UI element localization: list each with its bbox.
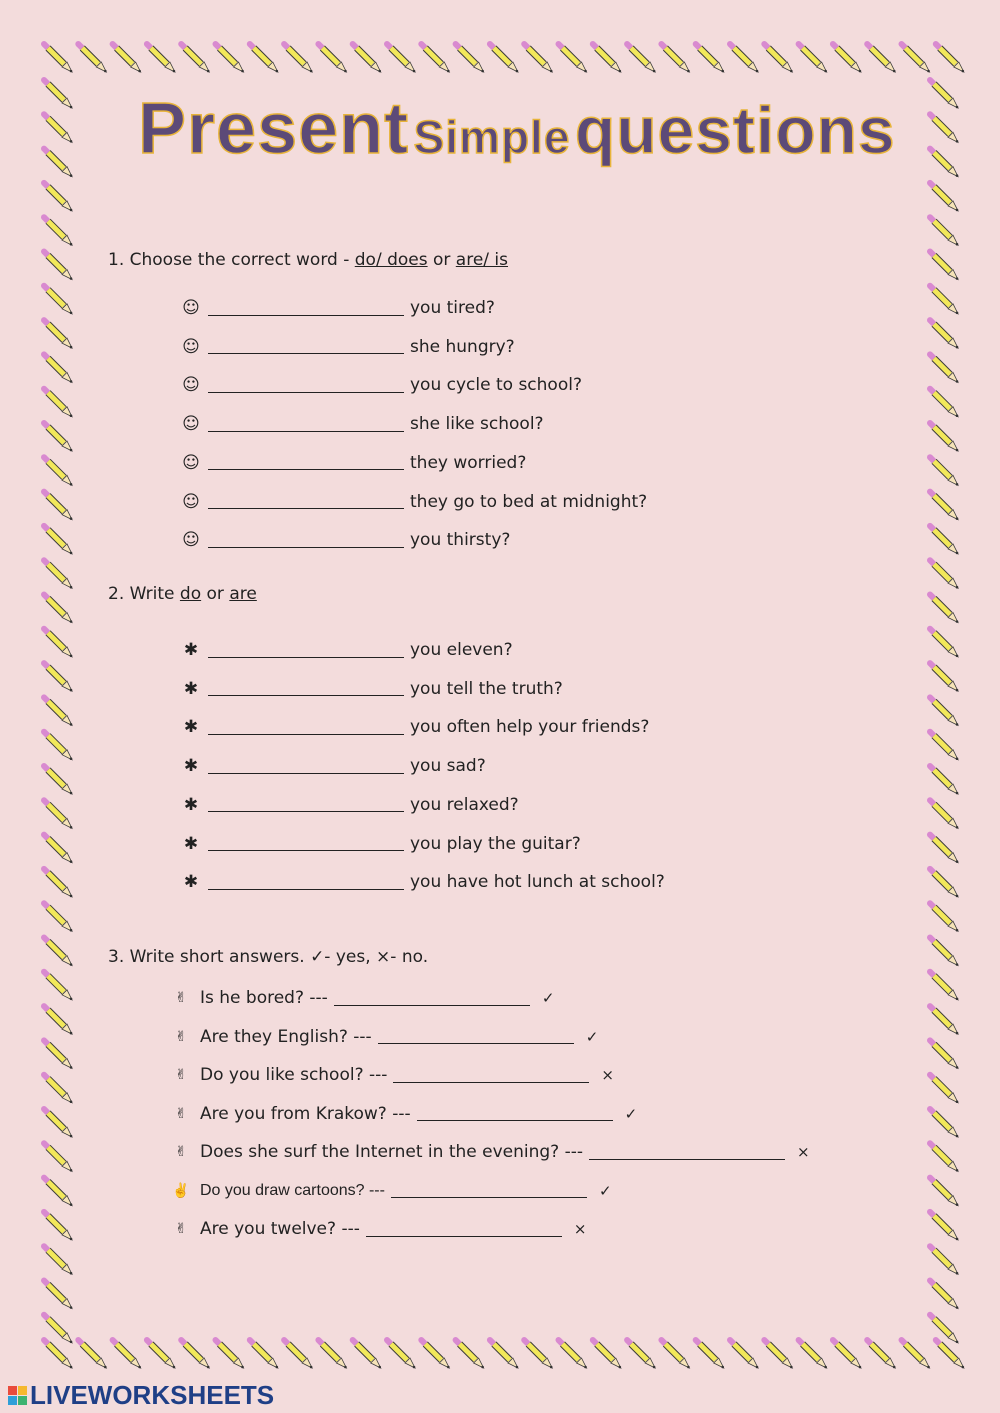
section2-heading (108, 584, 257, 604)
question-text: you have hot lunch at school? (410, 872, 665, 893)
pencil-icon (627, 44, 655, 72)
pencil-icon (44, 766, 72, 794)
pencil-icon (930, 457, 958, 485)
question-text: you tell the truth? (410, 678, 563, 699)
smiley-bullet-icon: ☺ (182, 298, 200, 318)
check-mark-icon: ✓ (585, 1027, 599, 1046)
short-answer-row (170, 986, 554, 1010)
pencil-icon (930, 492, 958, 520)
question-row (180, 412, 544, 436)
pencil-icon (867, 1340, 895, 1368)
pencil-icon (353, 1340, 381, 1368)
pencil-icon (764, 1340, 792, 1368)
pencil-icon (44, 217, 72, 245)
pencil-icon (930, 252, 958, 280)
question-row (180, 490, 647, 514)
question-row (180, 715, 649, 739)
answer-blank[interactable] (208, 339, 404, 354)
answer-blank[interactable] (589, 1145, 785, 1160)
check-mark-icon: ✓ (624, 1104, 638, 1123)
title-word-questions: questions (574, 93, 896, 167)
pencil-icon (353, 44, 381, 72)
pencil-icon (930, 526, 958, 554)
pencil-icon (902, 1340, 930, 1368)
pencil-icon (490, 44, 518, 72)
question-text: she hungry? (410, 336, 515, 357)
pencil-icon (44, 286, 72, 314)
pencil-icon (799, 44, 827, 72)
pencil-icon (930, 80, 958, 108)
pencil-icon (730, 44, 758, 72)
pencil-icon (696, 44, 724, 72)
answer-blank[interactable] (393, 1068, 589, 1083)
pencil-icon (930, 595, 958, 623)
question-row (180, 677, 563, 701)
answer-blank[interactable] (208, 836, 404, 851)
question-text: Is he bored? --- (200, 988, 328, 1008)
pencil-icon (113, 1340, 141, 1368)
section1-heading (108, 250, 508, 270)
short-answer-row (170, 1140, 810, 1164)
asterisk-bullet-icon: ✱ (183, 872, 199, 893)
question-row (180, 335, 515, 359)
question-row (180, 793, 519, 817)
pencil-icon (44, 1006, 72, 1034)
section1-heading-or: or (427, 250, 456, 270)
hand-bullet-icon: ✌ (172, 1182, 190, 1198)
pencil-icon (78, 1340, 106, 1368)
question-text: you thirsty? (410, 530, 511, 551)
pencil-icon (44, 252, 72, 280)
pencil-icon (930, 354, 958, 382)
pencil-icon (661, 1340, 689, 1368)
question-text: Are you twelve? --- (200, 1219, 360, 1239)
answer-blank[interactable] (378, 1029, 574, 1044)
short-answer-row (170, 1063, 614, 1087)
answer-blank[interactable] (208, 759, 404, 774)
pencil-icon (44, 1281, 72, 1309)
pencil-icon (936, 1340, 964, 1368)
pencil-icon (44, 1212, 72, 1240)
pencil-icon (930, 423, 958, 451)
smiley-bullet-icon: ☺ (182, 414, 200, 435)
asterisk-bullet-icon: ✱ (183, 756, 199, 777)
pencil-icon (284, 44, 312, 72)
pencil-icon (930, 1006, 958, 1034)
pencil-icon (930, 1143, 958, 1171)
answer-blank[interactable] (208, 533, 404, 548)
question-text: Are you from Krakow? --- (200, 1103, 411, 1124)
pencil-icon (44, 595, 72, 623)
pencil-icon (44, 1178, 72, 1206)
pencil-icon (216, 1340, 244, 1368)
pencil-icon (867, 44, 895, 72)
liveworksheets-logo (8, 1380, 274, 1411)
cross-mark-icon: × (797, 1143, 810, 1161)
pencil-icon (930, 972, 958, 1000)
smiley-bullet-icon: ☺ (182, 452, 200, 473)
pencil-icon (78, 44, 106, 72)
pencil-icon (930, 800, 958, 828)
question-text: they go to bed at midnight? (410, 491, 648, 512)
pencil-icon (833, 1340, 861, 1368)
answer-blank[interactable] (208, 720, 404, 735)
smiley-bullet-icon: ☺ (182, 530, 200, 551)
pencil-icon (559, 1340, 587, 1368)
pencil-icon (250, 44, 278, 72)
question-row (180, 528, 510, 552)
pencil-icon (387, 1340, 415, 1368)
hand-bullet-icon: ✌ (175, 1067, 187, 1083)
pencil-icon (44, 1075, 72, 1103)
question-text: you tired? (410, 298, 495, 318)
section1-heading-prefix: 1. Choose the correct word - (108, 250, 355, 270)
pencil-icon (930, 320, 958, 348)
liveworksheets-logo-icon (8, 1386, 27, 1405)
section2-option-2: are (229, 584, 257, 604)
pencil-icon (524, 1340, 552, 1368)
pencil-icon (930, 732, 958, 760)
pencil-icon (833, 44, 861, 72)
pencil-icon (44, 149, 72, 177)
pencil-icon (930, 1246, 958, 1274)
question-row (180, 832, 581, 856)
answer-blank[interactable] (208, 455, 404, 470)
pencil-icon (44, 869, 72, 897)
question-row (180, 754, 486, 778)
pencil-icon (930, 697, 958, 725)
pencil-icon (284, 1340, 312, 1368)
pencil-icon (930, 149, 958, 177)
answer-blank[interactable] (208, 417, 404, 432)
check-mark-icon: ✓ (598, 1182, 612, 1200)
pencil-icon (799, 1340, 827, 1368)
short-answer-row (170, 1025, 598, 1049)
question-row (180, 373, 582, 397)
question-text: she like school? (410, 414, 544, 435)
pencil-icon (730, 1340, 758, 1368)
question-row (180, 870, 665, 894)
pencil-icon (627, 1340, 655, 1368)
section2-heading-or: or (201, 584, 230, 604)
pencil-icon (44, 560, 72, 588)
pencil-icon (44, 1109, 72, 1137)
answer-blank[interactable] (208, 494, 404, 509)
pencil-icon (44, 1315, 72, 1343)
section1-option-2: are/ is (455, 250, 509, 270)
pencil-icon (593, 1340, 621, 1368)
pencil-icon (44, 354, 72, 382)
title-word-simple: Simple (413, 111, 571, 163)
question-text: you often help your friends? (410, 717, 650, 738)
answer-blank[interactable] (208, 301, 404, 316)
question-row (180, 296, 495, 320)
question-text: Does she surf the Internet in the evening? --- (200, 1142, 583, 1162)
title-word-present: Present (138, 89, 410, 169)
pencil-icon (44, 320, 72, 348)
asterisk-bullet-icon: ✱ (183, 794, 199, 815)
smiley-bullet-icon: ☺ (182, 336, 200, 357)
pencil-icon (44, 44, 72, 72)
pencil-icon (44, 732, 72, 760)
section2-heading-prefix: 2. Write (108, 584, 180, 604)
section2-option-1: do (179, 584, 202, 604)
pencil-icon (930, 766, 958, 794)
pencil-icon (930, 1075, 958, 1103)
pencil-icon (456, 1340, 484, 1368)
pencil-icon (147, 1340, 175, 1368)
pencil-icon (559, 44, 587, 72)
hand-bullet-icon: ✌ (175, 990, 187, 1006)
pencil-icon (44, 1246, 72, 1274)
section3-heading: 3. Write short answers. ✓- yes, ×- no. (108, 947, 429, 967)
pencil-icon (44, 1143, 72, 1171)
pencil-icon (181, 1340, 209, 1368)
pencil-icon (936, 44, 964, 72)
pencil-icon (318, 1340, 346, 1368)
pencil-icon (44, 938, 72, 966)
smiley-bullet-icon: ☺ (182, 375, 200, 396)
pencil-icon (764, 44, 792, 72)
question-text: they worried? (410, 452, 527, 473)
asterisk-bullet-icon: ✱ (183, 640, 199, 660)
pencil-icon (930, 1281, 958, 1309)
pencil-icon (147, 44, 175, 72)
pencil-icon (930, 560, 958, 588)
pencil-icon (930, 869, 958, 897)
pencil-icon (44, 835, 72, 863)
pencil-icon (930, 183, 958, 211)
question-row (180, 451, 526, 475)
pencil-icon (930, 389, 958, 417)
cross-mark-icon: × (573, 1220, 587, 1238)
hand-bullet-icon: ✌ (175, 1144, 187, 1160)
question-row (180, 638, 513, 662)
smiley-bullet-icon: ☺ (182, 491, 200, 512)
pencil-icon (44, 114, 72, 142)
pencil-icon (44, 800, 72, 828)
pencil-icon (930, 1178, 958, 1206)
answer-blank[interactable] (391, 1183, 587, 1198)
check-mark-icon: ✓ (541, 989, 555, 1007)
pencil-icon (44, 629, 72, 657)
pencil-icon (44, 903, 72, 931)
pencil-icon (930, 1040, 958, 1068)
pencil-icon (387, 44, 415, 72)
liveworksheets-brand: LIVEWORKSHEETS (30, 1380, 275, 1410)
pencil-icon (44, 389, 72, 417)
pencil-icon (930, 1212, 958, 1240)
pencil-icon (44, 183, 72, 211)
answer-blank[interactable] (208, 797, 404, 812)
pencil-icon (930, 114, 958, 142)
pencil-icon (216, 44, 244, 72)
pencil-icon (490, 1340, 518, 1368)
pencil-icon (44, 80, 72, 108)
pencil-icon (930, 663, 958, 691)
hand-bullet-icon: ✌ (175, 1105, 187, 1122)
question-text: Do you draw cartoons? --- (200, 1181, 385, 1199)
answer-blank[interactable] (208, 643, 404, 658)
question-text: you play the guitar? (410, 833, 581, 854)
pencil-icon (250, 1340, 278, 1368)
pencil-icon (456, 44, 484, 72)
pencil-icon (113, 44, 141, 72)
hand-bullet-icon: ✌ (175, 1028, 187, 1045)
pencil-icon (930, 286, 958, 314)
pencil-icon (421, 1340, 449, 1368)
pencil-icon (44, 457, 72, 485)
short-answer-row (170, 1102, 637, 1126)
pencil-icon (930, 903, 958, 931)
pencil-icon (318, 44, 346, 72)
question-text: you relaxed? (410, 794, 519, 815)
hand-bullet-icon: ✌ (175, 1221, 187, 1237)
pencil-icon (930, 938, 958, 966)
pencil-icon (44, 697, 72, 725)
answer-blank[interactable] (417, 1106, 613, 1121)
page-title (138, 88, 896, 170)
pencil-icon (44, 663, 72, 691)
pencil-icon (930, 629, 958, 657)
pencil-icon (593, 44, 621, 72)
short-answer-row (170, 1179, 612, 1203)
pencil-icon (44, 423, 72, 451)
answer-blank[interactable] (334, 991, 530, 1006)
cross-mark-icon: × (601, 1066, 614, 1084)
question-text: you sad? (410, 756, 486, 777)
answer-blank[interactable] (208, 378, 404, 393)
pencil-icon (902, 44, 930, 72)
question-text: you eleven? (410, 640, 513, 660)
pencil-icon (44, 1040, 72, 1068)
pencil-icon (930, 835, 958, 863)
section1-option-1: do/ does (354, 250, 428, 270)
short-answer-row (170, 1217, 586, 1241)
answer-blank[interactable] (208, 681, 404, 696)
question-text: Are they English? --- (200, 1026, 372, 1047)
pencil-icon (44, 526, 72, 554)
pencil-icon (44, 492, 72, 520)
pencil-icon (930, 217, 958, 245)
asterisk-bullet-icon: ✱ (183, 717, 199, 738)
asterisk-bullet-icon: ✱ (183, 833, 199, 854)
pencil-icon (696, 1340, 724, 1368)
pencil-icon (930, 1109, 958, 1137)
pencil-icon (524, 44, 552, 72)
asterisk-bullet-icon: ✱ (183, 678, 199, 699)
question-text: you cycle to school? (410, 375, 582, 396)
answer-blank[interactable] (366, 1222, 562, 1237)
pencil-icon (44, 1340, 72, 1368)
pencil-icon (44, 972, 72, 1000)
pencil-icon (181, 44, 209, 72)
question-text: Do you like school? --- (200, 1065, 388, 1085)
pencil-icon (661, 44, 689, 72)
pencil-icon (421, 44, 449, 72)
answer-blank[interactable] (208, 875, 404, 890)
